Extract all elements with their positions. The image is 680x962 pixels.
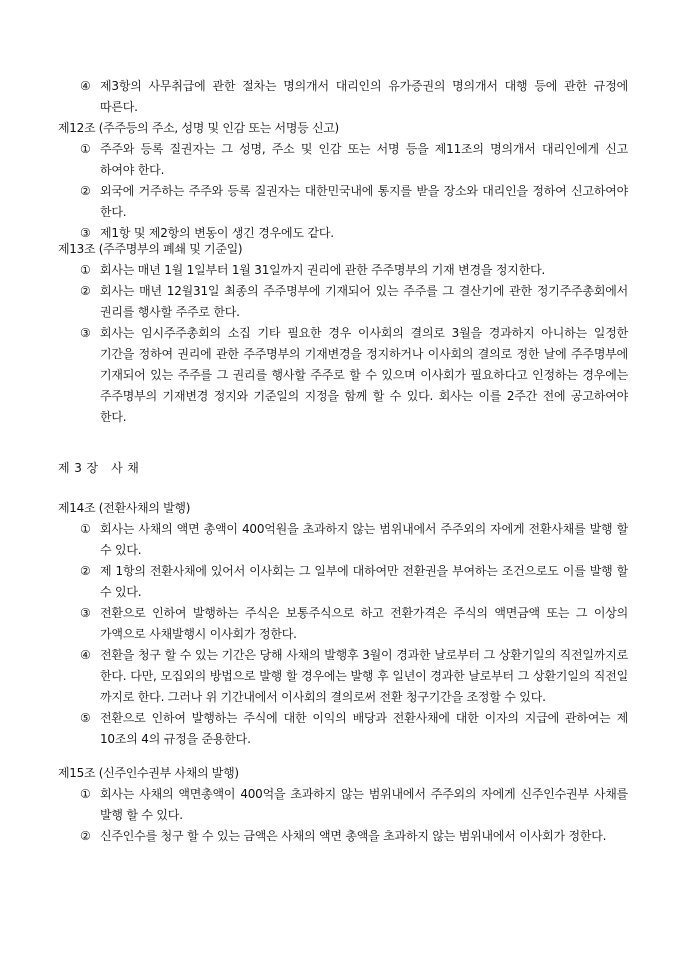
item-number: ④ (80, 648, 91, 662)
list-item (80, 323, 628, 428)
item-number: ① (80, 263, 91, 277)
item-text: 신주인수를 청구 할 수 있는 금액은 사채의 액면 총액을 초과하지 않는 범위내에서 이사회가 정한다. (100, 829, 607, 843)
list-item (80, 139, 628, 181)
item-text: 전환으로 인하여 발행하는 주식에 대한 이익의 배당과 전환사채에 대한 이자의 지급에 관하여는 제 10조의 4의 규정을 준용한다. (100, 711, 628, 746)
article-14 (58, 498, 628, 750)
item-number: ② (80, 284, 91, 298)
item-text: 회사는 사채의 액면 총액이 400억원을 초과하지 않는 범위내에서 주주외의 자에게 전환사채를 발행 할 수 있다. (100, 522, 628, 557)
list-item (80, 281, 628, 323)
item-number: ④ (80, 79, 91, 93)
item-text: 제1항 및 제2항의 변동이 생긴 경우에도 같다. (100, 226, 334, 240)
list-item (80, 826, 628, 847)
item-number: ③ (80, 606, 91, 620)
item-text: 회사는 매년 12월31일 최종의 주주명부에 기재되어 있는 주주를 그 결산기에 관한 정기주주총회에서 권리를 행사할 주주로 한다. (100, 284, 628, 319)
item-number: ② (80, 184, 91, 198)
article-12 (58, 118, 628, 244)
article-title: 제15조 (신주인수권부 사채의 발행) (58, 766, 239, 780)
item-number: ② (80, 829, 91, 843)
list-item (80, 561, 628, 603)
list-item (80, 76, 628, 118)
list-item (80, 645, 628, 708)
list-item (80, 784, 628, 826)
item-text: 제3항의 사무취급에 관한 절차는 명의개서 대리인의 유가증권의 명의개서 대행 등에 관한 규정에 따른다. (100, 79, 628, 114)
article-11-continuation (58, 76, 628, 118)
article-title: 제12조 (주주등의 주소, 성명 및 인감 또는 서명등 신고) (58, 121, 339, 135)
article-13 (58, 239, 628, 428)
item-text: 회사는 매년 1월 1일부터 1월 31일까지 권리에 관한 주주명부의 기재 변경을 정지한다. (100, 263, 546, 277)
item-number: ① (80, 142, 91, 156)
chapter-title: 제 3 장 사 채 (58, 461, 140, 475)
item-number: ③ (80, 226, 91, 240)
article-title: 제13조 (주주명부의 폐쇄 및 기준일) (58, 242, 243, 256)
list-item (80, 260, 628, 281)
item-text: 회사는 임시주주총회의 소집 기타 필요한 경우 이사회의 결의로 3월을 경과하지 아니하는 일정한 기간을 정하여 권리에 관한 주주명부의 기재변경을 정지하거나 이사회의 결의로 정한 날에 주주명부에 기재되어 있는 주주를 그 권리를 행사할 주주로 할 수 있으며 이사회가 필요하다고 인정하는 경우에는 주주명부의 기재변경 정지와 기준일의 지정을 함께 할 수 있다. 회사는 이를 2주간 전에 공고하여야 한다. (100, 326, 628, 424)
item-text: 전환을 청구 할 수 있는 기간은 당해 사채의 발행후 3월이 경과한 날로부터 그 상환기일의 직전일까지로 한다. 다만, 모집외의 방법으로 발행 할 경우에는 발행 후 일년이 경과한 날로부터 그 상환기일의 직전일 까지로 한다. 그러나 위 기간내에서 이사회의 결의로써 전환 청구기간을 조정할 수 있다. (100, 648, 628, 704)
item-text: 외국에 거주하는 주주와 등록 질권자는 대한민국내에 통지를 받을 장소와 대리인을 정하여 신고하여야 한다. (100, 184, 628, 219)
item-text: 제 1항의 전환사채에 있어서 이사회는 그 일부에 대하여만 전환권을 부여하는 조건으로도 이를 발행 할 수 있다. (100, 564, 628, 599)
item-number: ① (80, 522, 91, 536)
list-item (80, 181, 628, 223)
article-title: 제14조 (전환사채의 발행) (58, 501, 191, 515)
item-text: 전환으로 인하여 발행하는 주식은 보통주식으로 하고 전환가격은 주식의 액면금액 또는 그 이상의 가액으로 사채발행시 이사회가 정한다. (100, 606, 628, 641)
item-number: ② (80, 564, 91, 578)
list-item (80, 603, 628, 645)
chapter-heading (58, 458, 628, 479)
item-number: ③ (80, 326, 91, 340)
list-item (80, 708, 628, 750)
item-text: 주주와 등록 질권자는 그 성명, 주소 및 인감 또는 서명 등을 제11조의 명의개서 대리인에게 신고 하여야 한다. (100, 142, 628, 177)
item-number: ⑤ (80, 711, 91, 725)
item-text: 회사는 사채의 액면총액이 400억을 초과하지 않는 범위내에서 주주외의 자에게 신주인수권부 사채를 발행 할 수 있다. (100, 787, 628, 822)
item-number: ① (80, 787, 91, 801)
list-item (80, 519, 628, 561)
article-15 (58, 763, 628, 847)
